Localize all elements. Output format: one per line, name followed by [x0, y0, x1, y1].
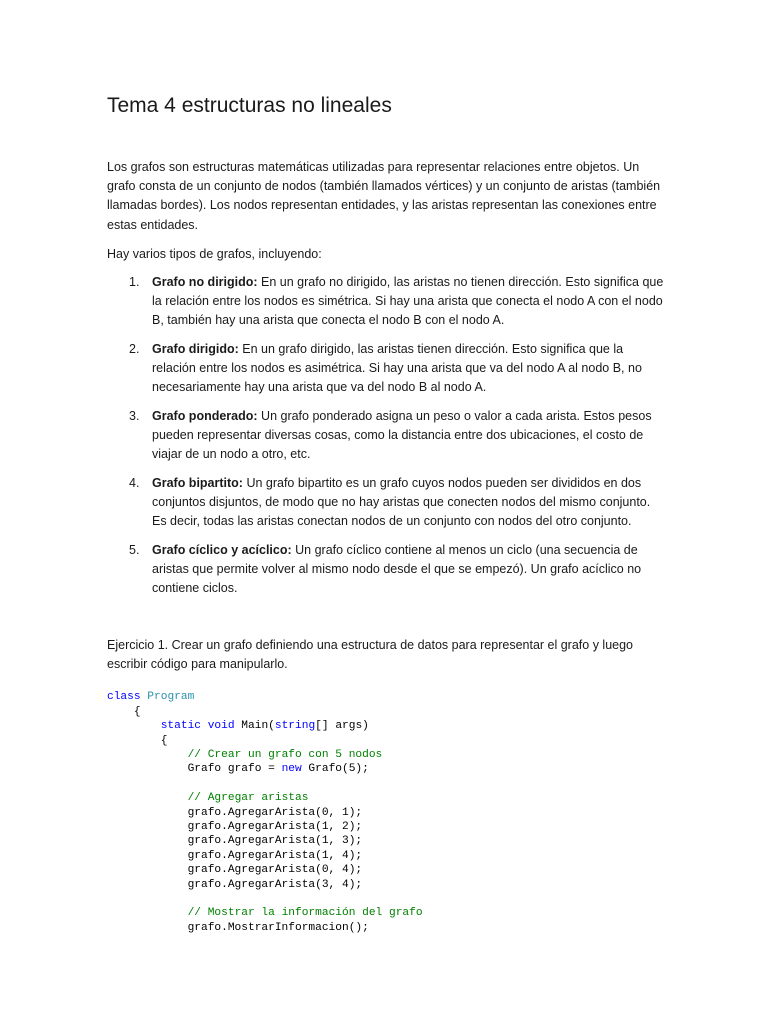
intro-paragraph: Los grafos son estructuras matemáticas utilizadas para representar relaciones entre objetos. Un grafo consta de un conjunto de nodos (también llamados vértices) y un conjunto de aristas (también llamadas bordes). Los nodos representan entidades, y las aristas representan las conexiones entre estas entidades. — [107, 160, 661, 232]
list-term: Grafo no dirigido: — [152, 275, 258, 290]
code-token: Grafo grafo = — [107, 763, 282, 776]
code-line — [107, 849, 667, 863]
code-token: grafo.AgregarArista(0, 1); — [107, 806, 363, 819]
code-token: grafo.AgregarArista(3, 4); — [107, 878, 363, 891]
list-text: Un grafo bipartito es un grafo cuyos nodos pueden ser divididos en dos conjuntos disjuntos, de modo que no hay aristas que conecten nodos del mismo conjunto. Es decir, todas las aristas conectan nodos de un conjunto con nodos del otro conjunto. — [152, 476, 651, 529]
code-line — [107, 878, 667, 892]
code-token: class — [107, 691, 148, 704]
code-token: grafo.AgregarArista(1, 4); — [107, 849, 363, 862]
code-line — [107, 791, 667, 805]
code-token: [] args) — [315, 720, 369, 733]
exercise-statement: Ejercicio 1. Crear un grafo definiendo una estructura de datos para representar el grafo y luego escribir código para manipularlo. — [107, 638, 634, 672]
list-item — [107, 474, 667, 531]
list-item — [107, 273, 667, 330]
code-line — [107, 734, 667, 748]
code-token: string — [274, 720, 316, 733]
code-line — [107, 820, 667, 834]
code-token: // Crear un grafo con 5 nodos — [187, 748, 383, 761]
code-line — [107, 748, 667, 762]
code-line — [107, 921, 667, 935]
code-line — [107, 690, 667, 704]
list-term: Grafo dirigido: — [152, 342, 239, 357]
code-line — [107, 762, 667, 776]
code-line — [107, 705, 667, 719]
code-token: grafo.AgregarArista(1, 2); — [107, 820, 363, 833]
code-token — [107, 749, 188, 761]
code-token: // Mostrar la información del grafo — [187, 907, 423, 920]
list-number: 2. — [129, 342, 140, 357]
code-token: grafo.MostrarInformacion(); — [107, 921, 369, 934]
list-term: Grafo bipartito: — [152, 476, 243, 491]
document-page — [107, 92, 667, 935]
list-text: Un grafo cíclico contiene al menos un ciclo (una secuencia de aristas que permite volver al mismo nodo desde el que se empezó). Un grafo acíclico no contiene ciclos. — [152, 543, 642, 596]
code-block — [107, 690, 667, 935]
code-line — [107, 806, 667, 820]
code-token: Program — [147, 691, 195, 704]
code-token: new — [281, 763, 309, 776]
code-token: grafo.AgregarArista(1, 3); — [107, 835, 363, 848]
list-term: Grafo ponderado: — [152, 409, 258, 424]
list-number: 4. — [129, 476, 140, 491]
code-token: { — [107, 705, 141, 718]
code-token: grafo.AgregarArista(0, 4); — [107, 864, 363, 877]
list-item — [107, 340, 667, 397]
code-line — [107, 777, 667, 791]
code-token — [107, 907, 188, 919]
code-token: static void — [160, 720, 242, 733]
list-text: Un grafo ponderado asigna un peso o valor a cada arista. Estos pesos pueden representar diversas cosas, como la distancia entre dos ubicaciones, el costo de viajar de un nodo a otro, etc. — [152, 409, 652, 462]
code-token — [107, 792, 188, 804]
code-token: // Agregar aristas — [187, 792, 309, 805]
list-text: En un grafo no dirigido, las aristas no tienen dirección. Esto significa que la relación entre los nodos es simétrica. Si hay una arista que conecta el nodo A con el nodo B, también hay una arista que conecta el nodo B con el nodo A. — [152, 275, 664, 328]
list-item — [107, 541, 667, 598]
list-number: 1. — [129, 275, 140, 290]
list-number: 5. — [129, 543, 140, 558]
list-number: 3. — [129, 409, 140, 424]
code-line — [107, 906, 667, 920]
code-line — [107, 834, 667, 848]
code-token: { — [107, 734, 168, 747]
list-term: Grafo cíclico y acíclico: — [152, 543, 292, 558]
document-title: Tema 4 estructuras no lineales — [107, 94, 392, 117]
code-token: Grafo(5); — [308, 763, 369, 776]
graph-types-list — [107, 273, 667, 598]
code-token: Main( — [241, 720, 275, 733]
code-line — [107, 719, 667, 733]
code-token — [107, 720, 161, 732]
list-intro: Hay varios tipos de grafos, incluyendo: — [107, 246, 322, 261]
list-text: En un grafo dirigido, las aristas tienen dirección. Esto significa que la relación entre los nodos es asimétrica. Si hay una arista que va del nodo A al nodo B, no necesariamente hay una arista que va del nodo B al nodo A. — [152, 342, 642, 395]
list-item — [107, 407, 667, 464]
code-line — [107, 863, 667, 877]
code-line — [107, 892, 667, 906]
